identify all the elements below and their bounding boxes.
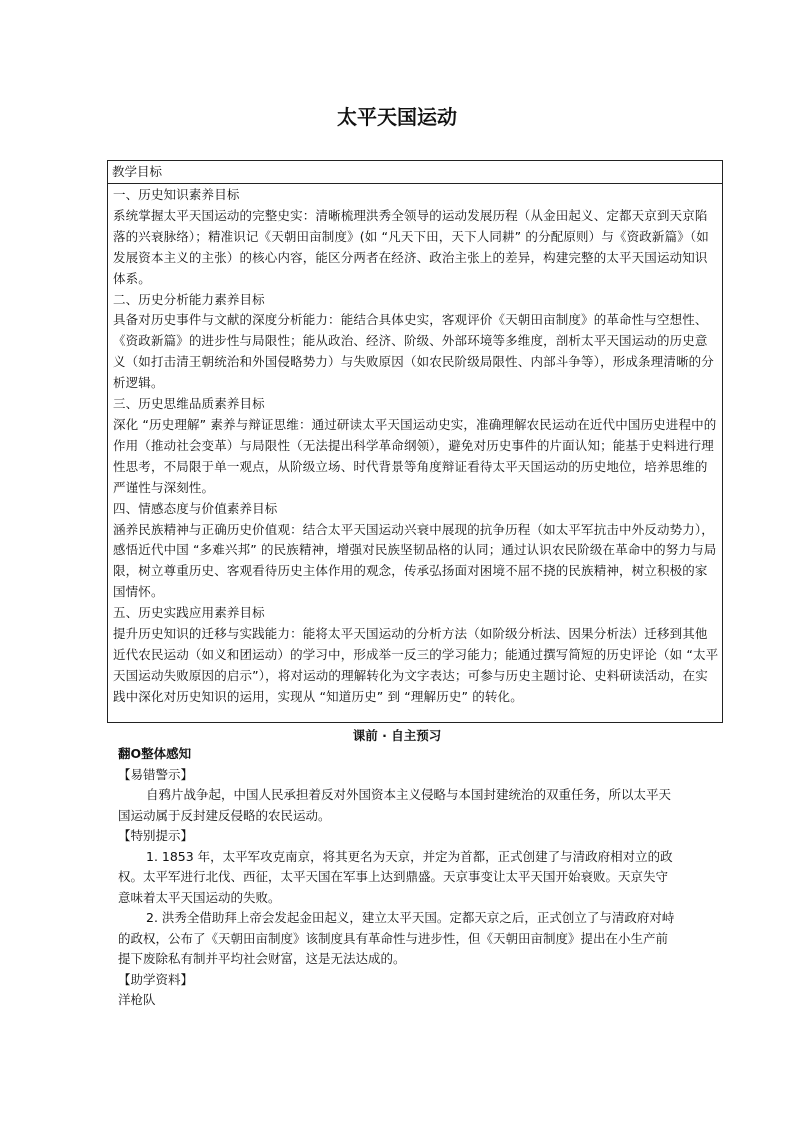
preview-section-title: 课前 · 自主预习 — [352, 728, 442, 743]
objective-heading-thinking: 三、历史思维品质素养目标 — [113, 396, 265, 412]
warning-heading: 【易错警示】 — [118, 766, 194, 782]
objectives-table — [107, 160, 723, 723]
page-title: 太平天国运动 — [337, 105, 457, 129]
objectives-table-header: 教学目标 — [108, 161, 722, 184]
objective-heading-knowledge: 一、历史知识素养目标 — [113, 187, 240, 202]
help-heading: 【助学资料】 — [118, 971, 194, 987]
objective-heading-analysis: 二、历史分析能力素养目标 — [113, 291, 265, 307]
objective-text-practice: 提升历史知识的迁移与实践能力：能将太平天国运动的分析方法（如阶级分析法、因果分析法）迁移到其他近代农民运动（如义和团运动）的学习中，形成举一反三的学习能力；能通过撰写简短的历史评论（如 “太平天国运动失败原因的启示”），将对运动的理解转化为文字表达；可参与历史主题讨论、史料研读活动，在实践中深化对历史知识的运用，实现从 “知道历史” 到 “理解历史” 的转化。 — [113, 626, 719, 704]
objective-heading-values: 四、情感态度与价值素养目标 — [113, 500, 278, 516]
objective-heading-practice: 五、历史实践应用素养目标 — [113, 605, 265, 621]
tips-heading: 【特别提示】 — [118, 828, 194, 843]
preview-content — [118, 744, 680, 1011]
objectives-table-body — [108, 184, 722, 708]
objective-text-thinking: 深化 “历史理解” 素养与辩证思维：通过研读太平天国运动史实，准确理解农民运动在近代中国历史进程中的作用（推动社会变革）与局限性（无法提出科学革命纲领），避免对历史事件的片面认知；能基于史料进行理性思考，不局限于单一观点，从阶级立场、时代背景等角度辩证看待太平天国运动的历史地位，培养思维的严谨性与深刻性。 — [113, 416, 717, 495]
tip-item-2: 2. 洪秀全借助拜上帝会发起金田起义，建立太平天国。定都天京之后，正式创立了与清政府对峙的政权，公布了《天朝田亩制度》该制度具有革命性与进步性，但《天朝田亩制度》提出在小生产前提下废除私有制并平均社会财富，这是无法达成的。 — [118, 910, 675, 966]
objective-text-values: 涵养民族精神与正确历史价值观：结合太平天国运动兴衰中展现的抗争历程（如太平军抗击中外反动势力），感悟近代中国 “多难兴邦” 的民族精神，增强对民族坚韧品格的认同；通过认识农民阶级在革命中的努力与局限，树立尊重历史、客观看待历史主体作用的观念，传承弘扬面对困境不屈不挠的民族精神，树立积极的家国情怀。 — [113, 521, 717, 600]
warning-text: 自鸦片战争起，中国人民承担着反对外国资本主义侵略与本国封建统治的双重任务，所以太平天国运动属于反封建反侵略的农民运动。 — [118, 787, 672, 823]
overview-heading: 翻O整体感知 — [118, 746, 192, 761]
objective-text-knowledge: 系统掌握太平天国运动的完整史实：清晰梳理洪秀全领导的运动发展历程（从金田起义、定都天京到天京陷落的兴衰脉络）；精准识记《天朝田亩制度》(如 “凡天下田，天下人同耕” 的分配原则）与《资政新篇》（如发展资本主义的主张）的核心内容，能区分两者在经济、政治主张上的差异，构建完整的太平天国运动知识体系。 — [113, 207, 709, 286]
tip-item-1: 1. 1853 年，太平军攻克南京，将其更名为天京，并定为首都，正式创建了与清政府相对立的政权。太平军进行北伐、西征，太平天国在军事上达到鼎盛。天京事变让太平天国开始衰败。天京失守意味着太平天国运动的失败。 — [118, 848, 673, 905]
objective-text-analysis: 具备对历史事件与文献的深度分析能力：能结合具体史实，客观评价《天朝田亩制度》的革命性与空想性、《资政新篇》的进步性与局限性；能从政治、经济、阶级、外部环境等多维度，剖析太平天国运动的历史意义（如打击清王朝统治和外国侵略势力）与失败原因（如农民阶级局限性、内部斗争等），形成条理清晰的分析逻辑。 — [113, 312, 714, 391]
help-item: 洋枪队 — [118, 992, 156, 1007]
